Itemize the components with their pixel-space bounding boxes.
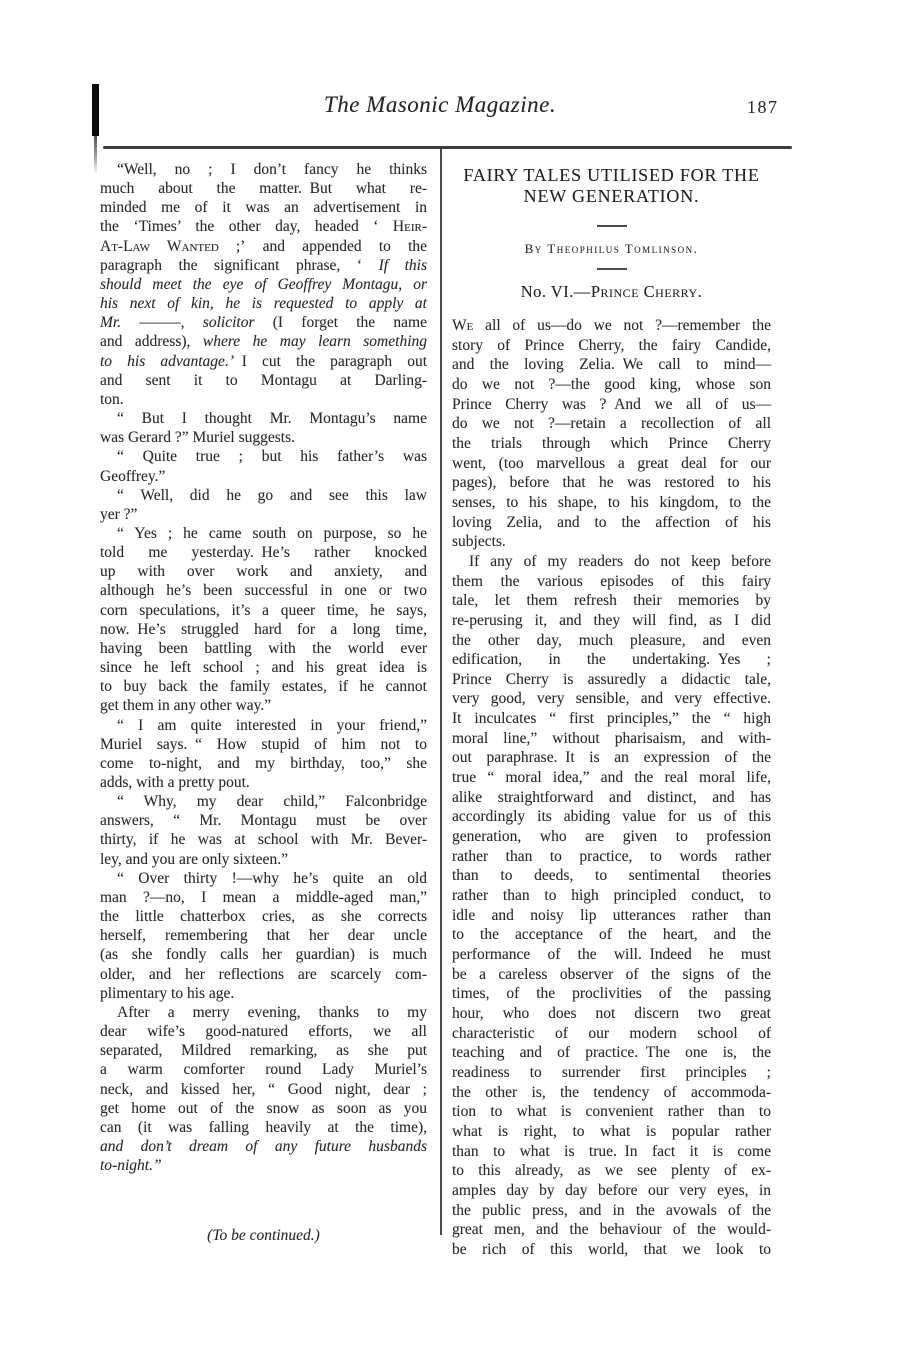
- text-line: the trials through which Prince Cherry: [452, 434, 771, 452]
- text-line: adds, with a pretty pout.: [100, 774, 250, 791]
- text-line: idle and noisy lip utterances rather than: [452, 906, 771, 924]
- text-line: very good, very sensible, and very effective.: [452, 690, 771, 708]
- text-line: “Well, no ; I don’t fancy he thinks: [117, 161, 427, 178]
- text-line: and address), where he may learn something: [100, 333, 427, 351]
- continuation-note: (To be continued.): [207, 1227, 320, 1245]
- text-line: tion to what is convenient rather than to: [452, 1103, 771, 1121]
- page-title: The Masonic Magazine.: [323, 92, 557, 117]
- text-line: generation, who are given to profession: [452, 828, 771, 846]
- text-line: to buy back the family estates, if he cannot: [100, 678, 427, 696]
- text-line: what is right, to what is popular rather: [452, 1122, 771, 1140]
- text-line: was Gerard ?” Muriel suggests.: [100, 429, 295, 447]
- text-line: “ Quite true ; but his father’s was: [117, 448, 427, 466]
- text-line: yer ?”: [100, 505, 138, 523]
- text-line: now. He’s struggled hard for a long time,: [100, 620, 427, 638]
- left-column-text: [100, 160, 427, 1175]
- text-line: “ Well, did he go and see this law: [117, 486, 427, 504]
- text-line: ton.: [100, 390, 124, 408]
- text-line: At-Law Wanted ;’ and appended to the: [100, 237, 428, 255]
- text-line: herself, remembering that her dear uncle: [100, 927, 427, 945]
- section-heading: [452, 282, 771, 302]
- text-line: “ I am quite interested in your friend,”: [117, 716, 427, 734]
- text-line: do we not ?—the good king, whose son: [452, 375, 771, 393]
- text-line: tale, let them refresh their memories by: [452, 592, 771, 610]
- text-line: “ Why, my dear child,” Falconbridge: [117, 793, 427, 811]
- text-line: told me yesterday. He’s rather knocked: [100, 544, 427, 562]
- text-line: the other day, much pleasure, and even: [452, 631, 771, 649]
- text-line: performance of the will. Indeed he must: [452, 946, 771, 963]
- text-line: moral line,” without pharisaism, and with-: [452, 729, 771, 747]
- text-line: get them in any other way.”: [100, 697, 272, 715]
- text-line: to his advantage.’ I cut the paragraph out: [100, 352, 427, 370]
- text-line: corn speculations, it’s a queer time, he says,: [100, 601, 427, 619]
- text-line: although he’s been successful in one or two: [100, 582, 427, 600]
- text-line: thirty, if he was at school with Mr. Bever-: [100, 831, 427, 849]
- text-line: true “ moral idea,” and the real moral life,: [452, 769, 771, 787]
- separator-rule: [597, 268, 627, 270]
- text-line: the public press, and in the avowals of the: [452, 1201, 771, 1219]
- left-column: [100, 160, 427, 1245]
- text-line: and don’t dream of any future husbands: [100, 1137, 427, 1155]
- text-line: can (it was falling heavily at the time),: [100, 1118, 427, 1136]
- text-line: and sent it to Montagu at Darling-: [100, 371, 427, 389]
- text-line: the little chatterbox cries, as she corrects: [100, 908, 427, 926]
- text-line: story of Prince Cherry, the fairy Candide,: [452, 336, 771, 354]
- text-line: separated, Mildred remarking, as she put: [100, 1042, 427, 1060]
- text-line: minded me of it was an advertisement in: [100, 199, 427, 217]
- byline: By Theophilus Tomlinson.: [524, 241, 699, 256]
- text-line: loving Zelia, and to the affection of his: [452, 513, 771, 531]
- text-line: If any of my readers do not keep before: [469, 552, 771, 570]
- text-line: hour, who does not discern two great: [452, 1004, 771, 1022]
- text-line: should meet the eye of Geoffrey Montagu, or: [100, 275, 427, 293]
- scan-artifact-bar: [92, 84, 99, 136]
- text-line: plimentary to his age.: [100, 984, 235, 1002]
- text-line: Prince Cherry is assuredly a didactic tale,: [452, 670, 771, 688]
- text-line: senses, to his shape, to his kingdom, to the: [452, 493, 771, 511]
- section-name: Prince Cherry.: [590, 282, 703, 301]
- text-line: the other is, the tendency of accommoda-: [452, 1083, 771, 1101]
- text-line: Geoffrey.”: [100, 467, 166, 485]
- text-line: paragraph the significant phrase, ‘ If this: [100, 256, 427, 274]
- text-line: We all of us—do we not ?—remember the: [452, 317, 771, 334]
- text-line: alike straightforward and distinct, and has: [452, 788, 771, 806]
- text-line: to-night.”: [100, 1157, 162, 1175]
- page-number: 187: [747, 97, 779, 117]
- text-line: do we not ?—retain a recollection of all: [452, 415, 771, 433]
- text-line: to the acceptance of the heart, and the: [452, 926, 771, 944]
- text-line: accordingly its abiding value for us of this: [452, 808, 771, 826]
- text-line: his next of kin, he is requested to apply at: [100, 295, 427, 313]
- text-line: and the loving Zelia. We call to mind—: [452, 356, 771, 374]
- article-title-line2: NEW GENERATION.: [523, 186, 700, 206]
- right-column-text: [452, 316, 771, 1260]
- text-line: “ Over thirty !—why he’s quite an old: [117, 869, 427, 887]
- text-line: Prince Cherry was ? And we all of us—: [452, 395, 771, 413]
- text-line: man ?—no, I mean a middle-aged man,”: [100, 888, 427, 906]
- text-line: rather than to high principled conduct, to: [452, 887, 771, 905]
- text-line: pages), before that he was restored to his: [452, 474, 771, 492]
- right-column: [452, 165, 771, 1260]
- header-rule: [103, 146, 792, 149]
- text-line: “ Yes ; he came south on purpose, so he: [117, 524, 427, 542]
- text-line: be a careless observer of the signs of the: [452, 965, 771, 983]
- text-line: a warm comforter round Lady Muriel’s: [100, 1061, 427, 1079]
- text-line: readiness to surrender first principles ;: [452, 1063, 771, 1081]
- text-line: than to deeds, to sentimental theories: [452, 867, 771, 885]
- text-line: the ‘Times’ the other day, headed ‘ Heir-: [100, 218, 427, 236]
- text-line: be rich of this world, that we look to: [452, 1240, 771, 1258]
- text-line: since he left school ; and his great idea is: [100, 659, 427, 677]
- text-line: (as she fondly calls her guardian) is much: [100, 946, 427, 964]
- text-line: much about the matter. But what re-: [100, 180, 427, 198]
- text-line: older, and her reflections are scarcely com-: [100, 965, 427, 983]
- article-title-line1: FAIRY TALES UTILISED FOR THE: [463, 165, 760, 185]
- text-line: went, (too marvellous a great deal for our: [452, 454, 771, 472]
- text-line: dear wife’s good-natured efforts, we all: [100, 1023, 427, 1041]
- scan-artifact-tail: [94, 136, 97, 174]
- text-line: subjects.: [452, 533, 506, 551]
- text-line: out paraphrase. It is an expression of the: [452, 749, 771, 767]
- text-line: up with over work and anxiety, and: [100, 563, 427, 581]
- text-line: great men, and the behaviour of the would-: [452, 1221, 771, 1239]
- text-line: edification, in the undertaking. Yes ;: [452, 651, 771, 669]
- text-line: Muriel says. “ How stupid of him not to: [100, 735, 427, 753]
- text-line: neck, and kissed her, “ Good night, dear ;: [100, 1080, 427, 1098]
- text-line: come to-night, and my birthday, too,” she: [100, 754, 427, 772]
- text-line: “ But I thought Mr. Montagu’s name: [117, 410, 427, 428]
- text-line: rather than to practice, to words rather: [452, 847, 771, 865]
- text-line: It inculcates “ first principles,” the “ high: [452, 710, 771, 728]
- text-line: get home out of the snow as soon as you: [100, 1099, 427, 1117]
- text-line: amples day by day before our very eyes, in: [452, 1181, 771, 1199]
- text-line: re-perusing it, and they will find, as I did: [452, 611, 771, 629]
- article-title: [452, 165, 771, 207]
- text-line: characteristic of our modern school of: [452, 1024, 771, 1042]
- text-line: answers, “ Mr. Montagu must be over: [100, 812, 427, 830]
- separator-rule: [597, 225, 627, 227]
- text-line: to this already, as we see plenty of ex-: [452, 1162, 771, 1180]
- text-line: ley, and you are only sixteen.”: [100, 850, 288, 868]
- text-line: times, of the proclivities of the passing: [452, 985, 771, 1003]
- text-line: teaching and of practice. The one is, the: [452, 1044, 771, 1062]
- column-divider: [440, 149, 442, 1235]
- text-line: Mr. ———, solicitor (I forget the name: [100, 314, 427, 332]
- text-line: After a merry evening, thanks to my: [117, 1003, 427, 1021]
- text-line: than to what is true. In fact it is come: [452, 1142, 771, 1160]
- text-line: them the various episodes of this fairy: [452, 572, 771, 590]
- text-line: having been battling with the world ever: [100, 639, 427, 657]
- section-number: No. VI.—: [520, 282, 591, 301]
